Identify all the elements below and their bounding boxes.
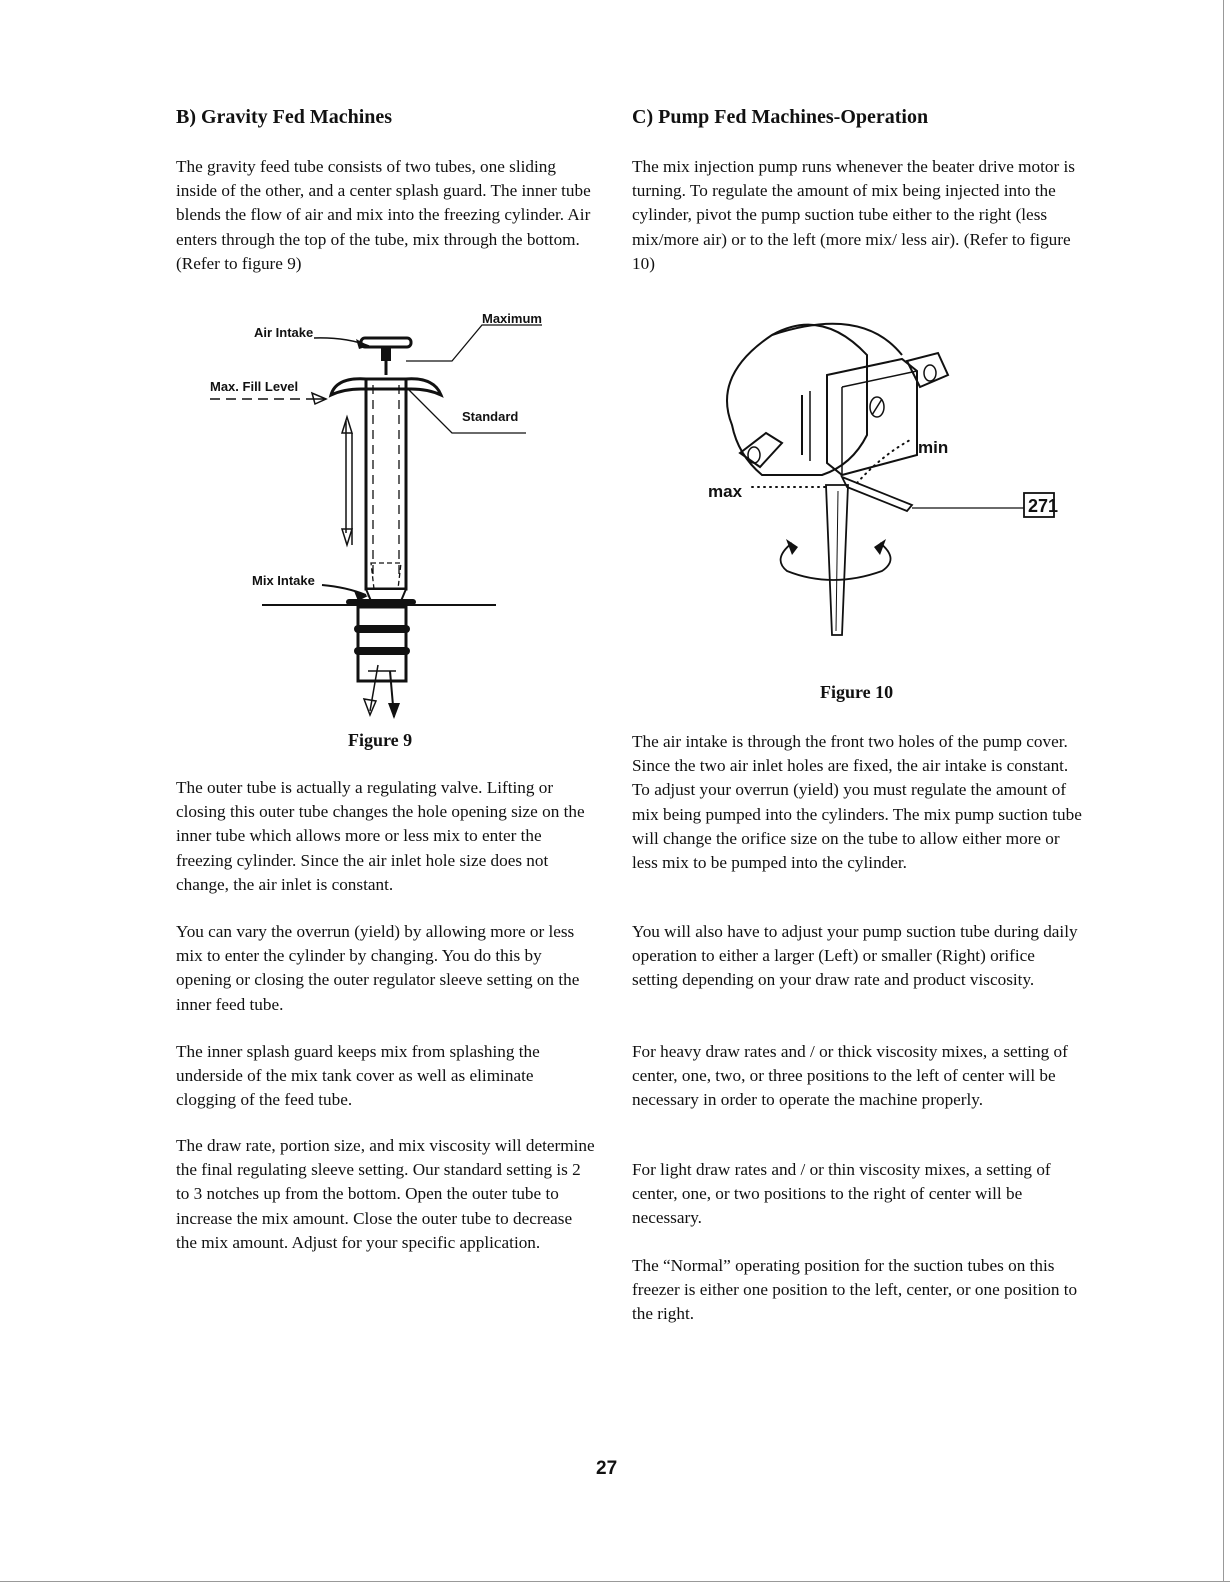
pump-paragraph-3: For heavy draw rates and / or thick viscosity mixes, a setting of center, one, two, or three positions to the left of center will be necessary in order to operate the machine properly. [632,1042,1068,1110]
page-edge-line [1223,0,1224,1582]
figure-9-caption: Figure 9 [348,730,413,750]
label-max-fill-level: Max. Fill Level [210,379,299,394]
section-heading-pump-fed: C) Pump Fed Machines-Operation [632,106,929,128]
section-heading-gravity-fed: B) Gravity Fed Machines [176,106,393,128]
gravity-paragraph-3: The inner splash guard keeps mix from splashing the underside of the mix tank cover as well as eliminate clogging of the feed tube. [176,1042,540,1110]
pump-paragraph-2: You will also have to adjust your pump suction tube during daily operation to either a larger (Left) or smaller (Right) orifice setting depending on your draw rate and product viscosity. [632,922,1078,990]
figure-9-feed-tube-diagram [206,305,566,725]
pump-paragraph-4: For light draw rates and / or thin viscosity mixes, a setting of center, one, or two positions to the right of center will be necessary. [632,1160,1051,1228]
page-number: 27 [596,1458,618,1479]
figure-10-pump-diagram [702,315,1059,655]
label-maximum: Maximum [482,311,542,326]
gravity-paragraph-1: The outer tube is actually a regulating valve. Lifting or closing this outer tube changes the hole opening size on the inner tube which allows more or less mix to enter the freezing cylinder. Since the air inlet hole size does not change, the air inlet is constant. [176,778,585,894]
gravity-paragraph-2: You can vary the overrun (yield) by allowing more or less mix to enter the cylinder by changing. You do this by opening or closing the outer regulator sleeve setting on the inner feed tube. [176,922,580,1014]
label-max: max [708,482,743,501]
pump-intro-paragraph: The mix injection pump runs whenever the beater drive motor is turning. To regulate the amount of mix being injected into the cylinder, pivot the pump suction tube either to the right (less mix/more air) or to the left (more mix/ less air). (Refer to figure 10) [632,157,1075,273]
pump-paragraph-5: The “Normal” operating position for the suction tubes on this freezer is either one position to the left, center, or one position to the right. [632,1256,1078,1324]
gravity-paragraph-4: The draw rate, portion size, and mix viscosity will determine the final regulating sleeve setting. Our standard setting is 2 to 3 notches up from the bottom. Open the outer tube to increase the mix amount. Close the outer tube to decrease the mix amount. Adjust for your specific application. [176,1136,595,1252]
label-min: min [918,438,949,457]
part-number-label: 271 [1028,496,1059,516]
pump-paragraph-1: The air intake is through the front two holes of the pump cover. Since the two air inlet holes are fixed, the air intake is constant. To adjust your overrun (yield) you must regulate the amount of mix being pumped into the cylinders. The mix pump suction tube will change the orifice size on the tube to allow either more or less mix to be pumped into the cylinder. [632,732,1082,873]
figure-10-caption: Figure 10 [820,682,894,702]
label-standard: Standard [462,409,519,424]
label-mix-intake: Mix Intake [252,573,315,588]
gravity-intro-paragraph: The gravity feed tube consists of two tubes, one sliding inside of the other, and a center splash guard. The inner tube blends the flow of air and mix into the freezing cylinder. Air enters through the top of the tube, mix through the bottom. (Refer to figure 9) [176,157,591,273]
label-air-intake: Air Intake [254,325,314,340]
